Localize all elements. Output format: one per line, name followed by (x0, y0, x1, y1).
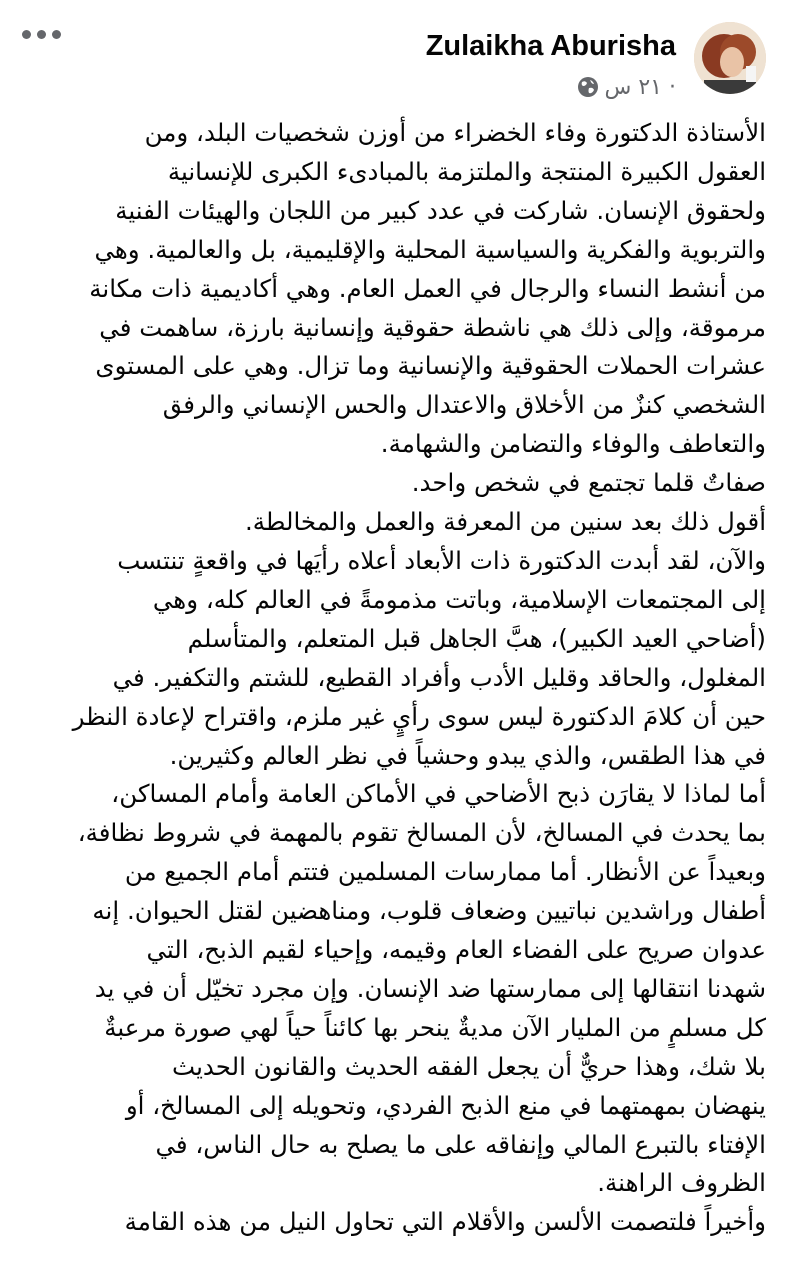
text-line: والتربوية والفكرية والسياسية المحلية والإقليمية، بل والعالمية. وهي (94, 234, 766, 264)
text-line: والتعاطف والوفاء والتضامن والشهامة. (380, 429, 766, 459)
text-line: والآن، لقد أبدت الدكتورة ذات الأبعاد أعلاه رأيَها في واقعةٍ تنتسب (117, 545, 766, 575)
post-paragraph (20, 114, 766, 464)
post-paragraph (20, 1203, 766, 1242)
avatar-image (694, 22, 766, 94)
text-line: وبعيداً عن الأنظار. أما ممارسات المسلمين فتتم أمام الجميع من (124, 857, 766, 887)
text-line: عدوان صريح على الفضاء العام وقيمه، وإحياء لقيم الذبح، التي (146, 935, 766, 965)
text-line: بلا شك، وهذا حريٌّ أن يجعل الفقه الحديث والقانون الحديث (172, 1051, 766, 1081)
text-line: الظروف الراهنة. (597, 1168, 766, 1198)
text-line: أطفال وراشدين نباتيين وضعاف قلوب، ومناهضين لقتل الحيوان. إنه (92, 896, 766, 926)
post-text (20, 114, 766, 1242)
more-options-icon[interactable] (22, 30, 61, 39)
text-line: الإفتاء بالتبرع المالي وإنفاقه على ما يصلح به حال الناس، في (155, 1129, 766, 1159)
text-line: أقول ذلك بعد سنين من المعرفة والعمل والمخالطة. (244, 507, 766, 537)
text-line: العقول الكبيرة المنتجة والملتزمة بالمبادىء الكبرى للإنسانية (167, 156, 766, 186)
text-line: حين أن كلامَ الدكتورة ليس سوى رأيٍ غير ملزم، واقتراح لإعادة النظر (72, 701, 766, 731)
text-line: الشخصي كنزٌ من الأخلاق والاعتدال والحس الإنساني والرفق (162, 390, 766, 420)
author-name[interactable]: Zulaikha Aburisha (425, 30, 676, 62)
post-paragraph (20, 775, 766, 1203)
post-paragraph (20, 542, 766, 775)
text-line: عشرات الحملات الحقوقية والإنسانية وما تزال. وهي على المستوى (95, 351, 766, 381)
post-meta (577, 72, 677, 102)
text-line: مرموقة، وإلى ذلك هي ناشطة حقوقية وإنسانية بارزة، ساهمت في (99, 312, 766, 342)
post-time[interactable]: ٢١ س · (604, 74, 676, 100)
text-line: ولحقوق الإنسان. شاركت في عدد كبير من اللجان والهيئات الفنية (115, 195, 766, 225)
post-paragraph (20, 464, 766, 503)
text-line: صفاتٌ قلما تجتمع في شخص واحد. (411, 468, 766, 498)
text-line: المغلول، والحاقد وقليل الأدب وأفراد القطيع، للشتم والتكفير. في (112, 662, 766, 692)
text-line: في هذا الطقس، والذي يبدو وحشياً في نظر العالم وكثيرين. (169, 740, 766, 770)
text-line: الأستاذة الدكتورة وفاء الخضراء من أوزن شخصيات البلد، ومن (144, 118, 766, 147)
text-line: كل مسلمٍ من المليار الآن مديةٌ ينحر بها كائناً حياً لهي صورة مرعبةٌ (104, 1012, 766, 1042)
text-line: من أنشط النساء والرجال في العمل العام. وهي أكاديمية ذات مكانة (89, 273, 766, 303)
text-line: إلى المجتمعات الإسلامية، وباتت مذمومةً في العالم كله، وهي (152, 584, 766, 614)
text-line: (أضاحي العيد الكبير)، هبَّ الجاهل قبل المتعلم، والمتأسلم (187, 623, 766, 653)
text-line: ينهضان بمهمتهما في منع الذبح الفردي، وتحويله إلى المسالخ، أو (125, 1090, 766, 1120)
globe-icon (577, 76, 599, 98)
author-avatar[interactable] (694, 22, 766, 94)
post-paragraph (20, 503, 766, 542)
text-line: شهدنا انتقالها إلى ممارستها ضد الإنسان. وإن مجرد تخيّل أن في يد (94, 973, 766, 1003)
post-header (0, 0, 788, 112)
text-line: بما يحدث في المسالخ، لأن المسالخ تقوم بالمهمة في شروط نظافة، (77, 818, 766, 848)
text-line: أما لماذا لا يقارَن ذبح الأضاحي في الأماكن العامة وأمام المساكن، (111, 779, 766, 809)
text-line: وأخيراً فلتصمت الألسن والأقلام التي تحاول النيل من هذه القامة (124, 1207, 766, 1237)
